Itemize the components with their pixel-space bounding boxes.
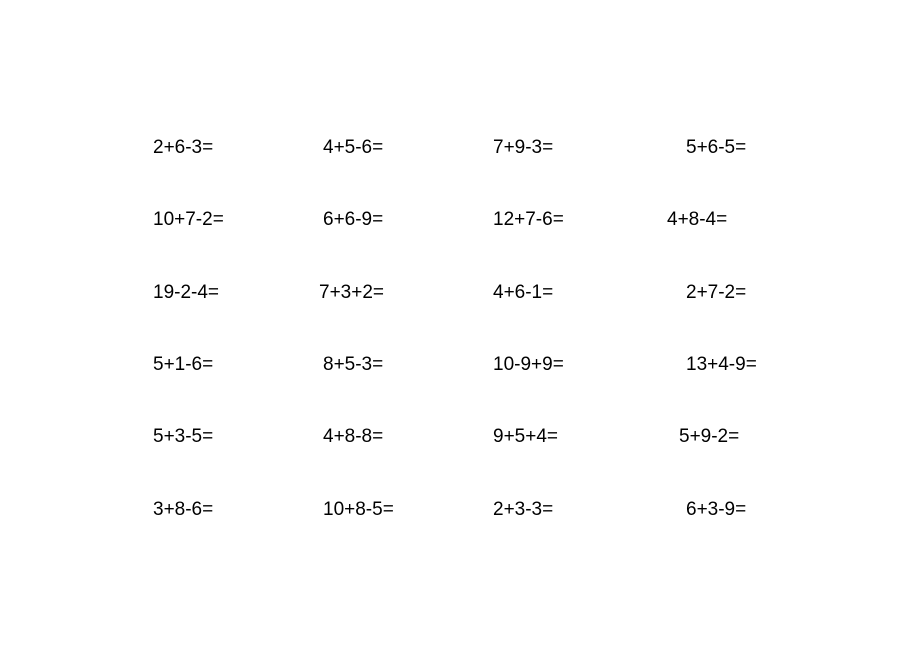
problem-r5-c2: 4+8-8= — [323, 426, 384, 447]
problem-r3-c2: 7+3+2= — [319, 282, 384, 303]
problem-r1-c2: 4+5-6= — [323, 137, 384, 158]
problem-r1-c4: 5+6-5= — [686, 137, 747, 158]
problem-r3-c3: 4+6-1= — [493, 282, 554, 303]
problem-r4-c4: 13+4-9= — [686, 354, 757, 375]
problem-r2-c2: 6+6-9= — [323, 209, 384, 230]
problem-r6-c1: 3+8-6= — [153, 499, 214, 520]
problem-r2-c1: 10+7-2= — [153, 209, 224, 230]
problem-r4-c1: 5+1-6= — [153, 354, 214, 375]
problem-r1-c1: 2+6-3= — [153, 137, 214, 158]
problem-r6-c4: 6+3-9= — [686, 499, 747, 520]
problem-r4-c3: 10-9+9= — [493, 354, 564, 375]
problem-r2-c3: 12+7-6= — [493, 209, 564, 230]
problem-r6-c3: 2+3-3= — [493, 499, 554, 520]
problem-r4-c2: 8+5-3= — [323, 354, 384, 375]
problem-r5-c4: 5+9-2= — [679, 426, 740, 447]
problem-r5-c3: 9+5+4= — [493, 426, 558, 447]
problem-r5-c1: 5+3-5= — [153, 426, 214, 447]
problem-r6-c2: 10+8-5= — [323, 499, 394, 520]
problem-r3-c4: 2+7-2= — [686, 282, 747, 303]
problem-r1-c3: 7+9-3= — [493, 137, 554, 158]
problem-r2-c4: 4+8-4= — [667, 209, 728, 230]
problem-r3-c1: 19-2-4= — [153, 282, 220, 303]
